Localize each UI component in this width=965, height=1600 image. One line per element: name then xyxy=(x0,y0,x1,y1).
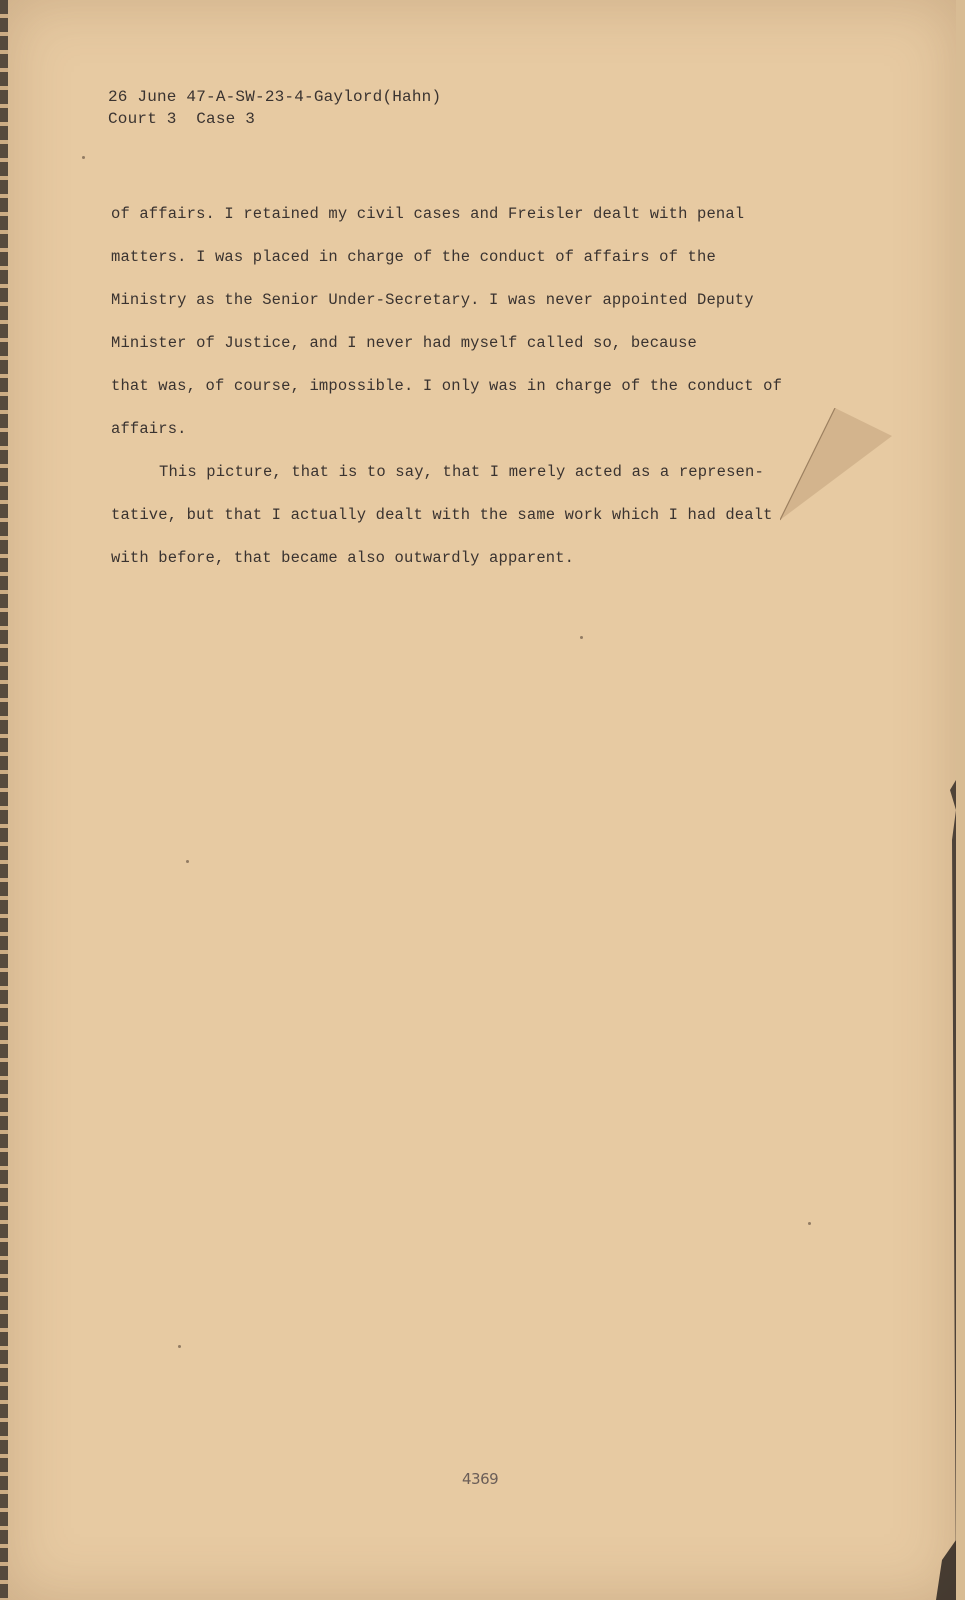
body-line: affairs. xyxy=(111,420,187,438)
paper-speck xyxy=(808,1222,811,1225)
paper-speck xyxy=(82,156,85,159)
body-line: matters. I was placed in charge of the conduct of affairs of the xyxy=(111,248,716,266)
body-line: Ministry as the Senior Under-Secretary. I was never appointed Deputy xyxy=(111,291,754,309)
paper-speck xyxy=(178,1345,181,1348)
torn-edge-mark xyxy=(936,780,956,1600)
page-number: 4369 xyxy=(462,1470,499,1488)
body-line: with before, that became also outwardly apparent. xyxy=(111,549,575,567)
paper-speck xyxy=(580,636,583,639)
header-court-case: Court 3 Case 3 xyxy=(108,110,256,128)
paper-speck xyxy=(186,860,189,863)
body-line: Minister of Justice, and I never had myself called so, because xyxy=(111,334,697,352)
binder-edge xyxy=(0,0,8,1600)
body-line: This picture, that is to say, that I merely acted as a represen- xyxy=(159,463,764,481)
body-line: of affairs. I retained my civil cases and Freisler dealt with penal xyxy=(111,205,745,223)
document-page xyxy=(8,0,956,1600)
document-header xyxy=(108,86,441,130)
body-line: that was, of course, impossible. I only was in charge of the conduct of xyxy=(111,377,783,395)
document-body xyxy=(111,203,851,590)
header-reference: 26 June 47-A-SW-23-4-Gaylord(Hahn) xyxy=(108,88,442,106)
body-line: tative, but that I actually dealt with the same work which I had dealt xyxy=(111,506,773,524)
